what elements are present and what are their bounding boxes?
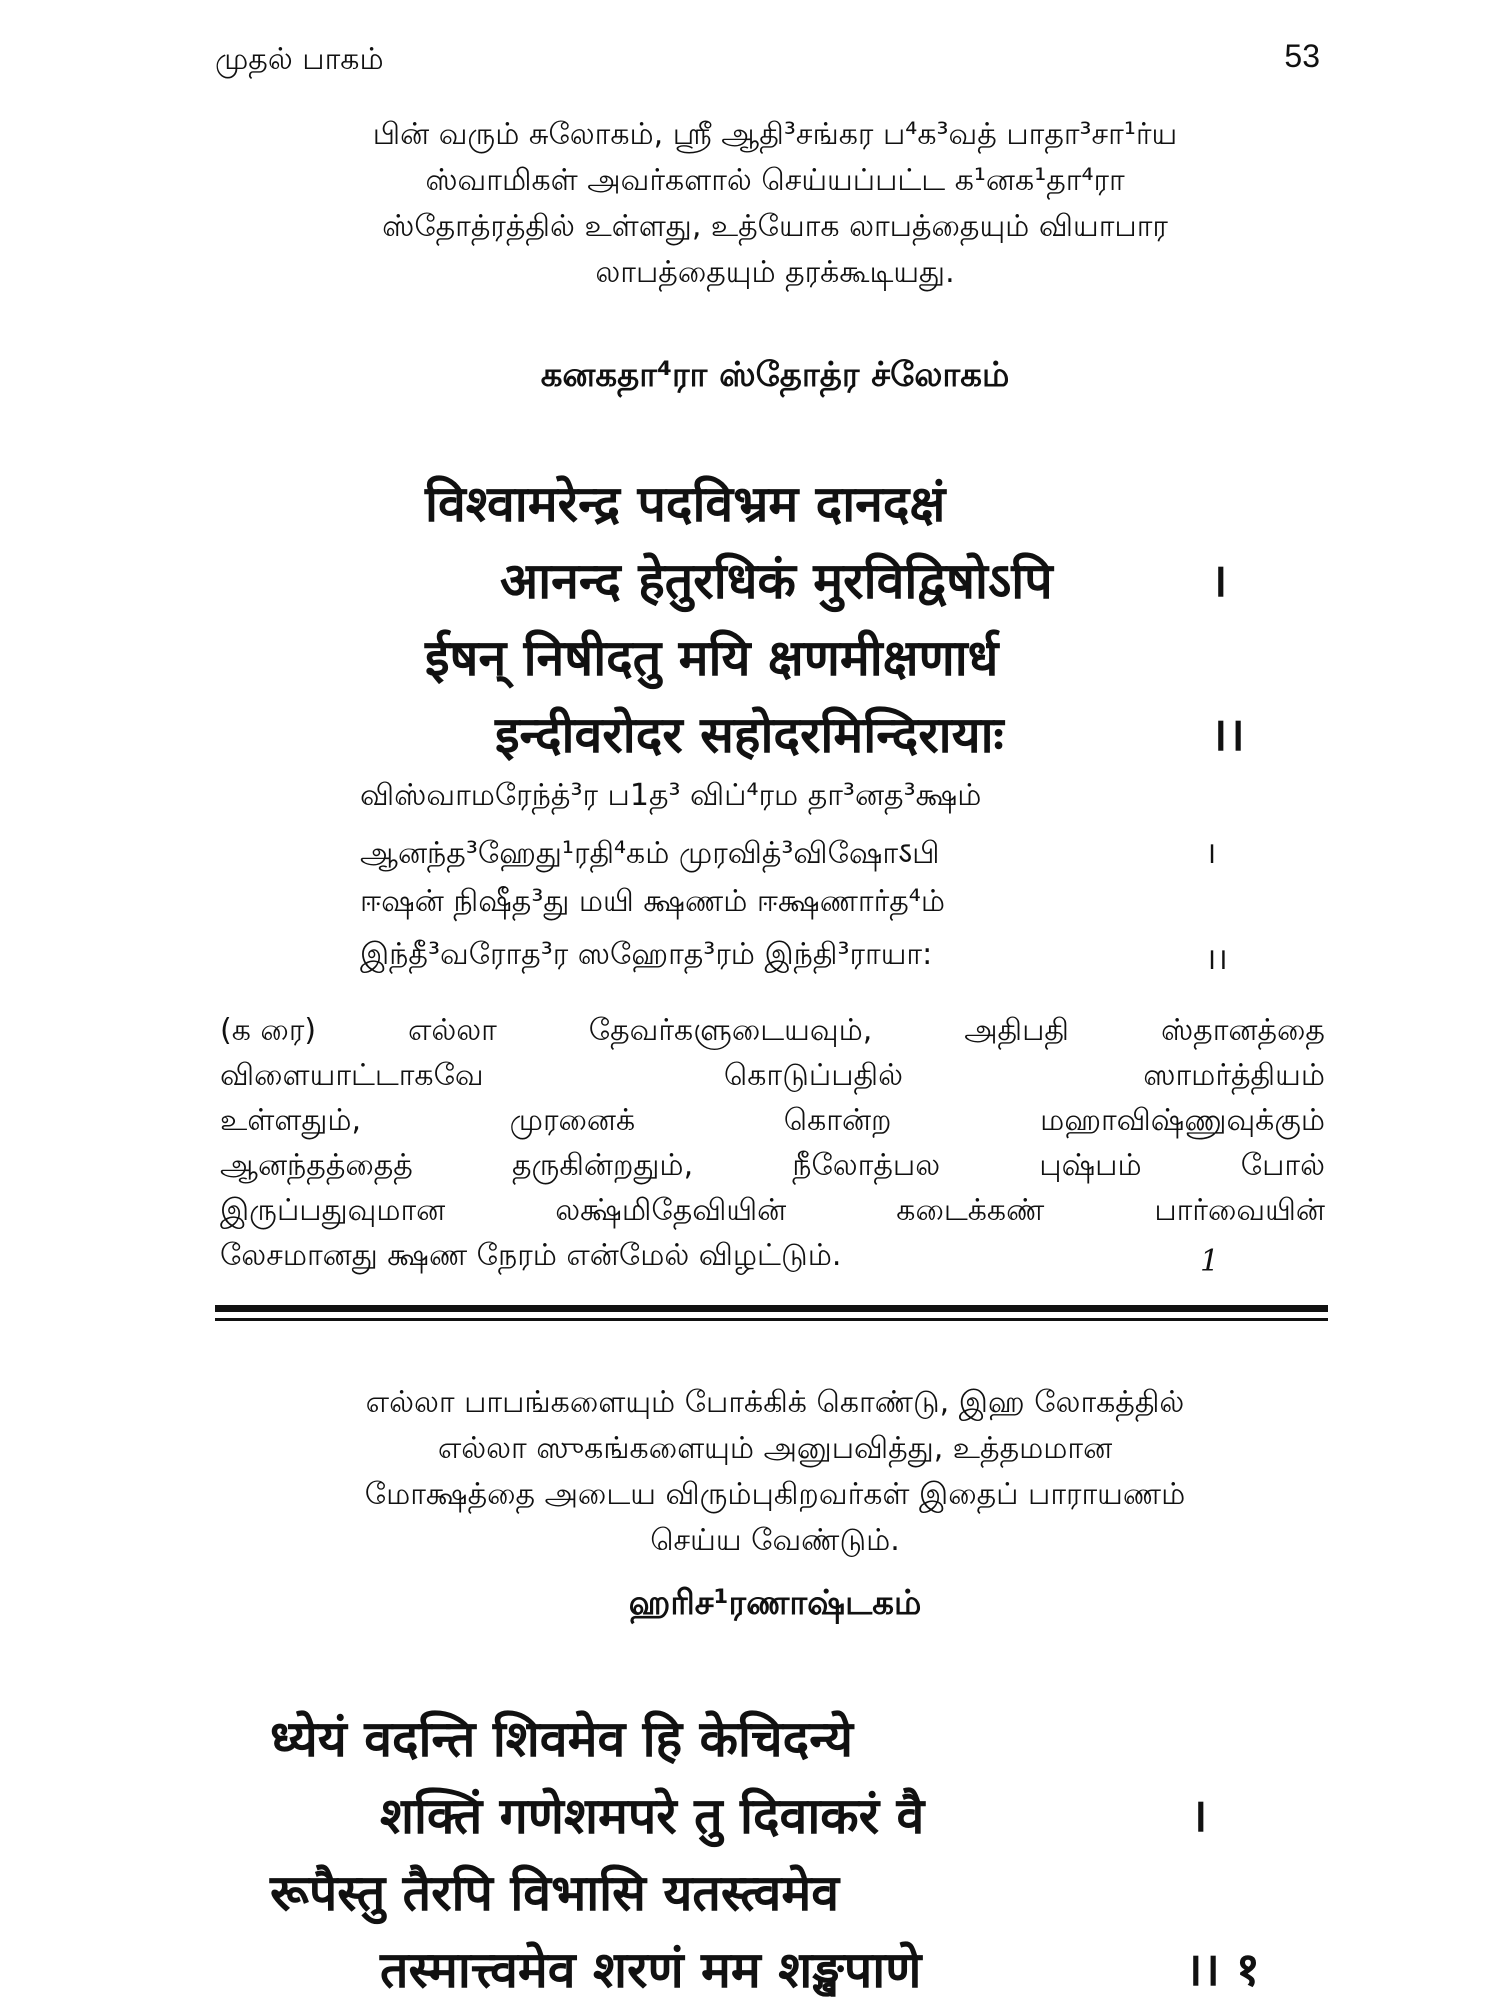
sanskrit-verse-line: रूपैस्तु तैरपि विभासि यतस्त्वमेव xyxy=(270,1864,840,1922)
transliteration-line: விஸ்வாமரேந்த்³ர ப1த³ விப்⁴ரம தா³னத³க்ஷம் xyxy=(360,778,982,813)
meaning-word: கொடுப்பதில் xyxy=(723,1058,904,1093)
meaning-line xyxy=(220,1143,1325,1188)
sanskrit-verse-line: तस्मात्त्वमेव शरणं मम शङ्खपाणे xyxy=(380,1941,922,1999)
section-title: முதல் பாகம் xyxy=(215,42,384,77)
meaning-word: எல்லா xyxy=(407,1013,497,1048)
meaning-paragraph xyxy=(220,1008,1325,1278)
stotra-title-2: ஹரிச¹ரணாஷ்டகம் xyxy=(628,1583,922,1623)
intro-line: மோக்ஷத்தை அடைய விரும்புகிறவர்கள் இதைப் பாராயணம் xyxy=(364,1477,1186,1512)
sanskrit-verse-line: इन्दीवरोदर सहोदरमिन्दिरायाः xyxy=(495,706,1004,764)
intro-line: லாபத்தையும் தரக்கூடியது. xyxy=(595,255,955,290)
intro-paragraph-2 xyxy=(240,1380,1310,1564)
section-divider-thin xyxy=(215,1318,1328,1321)
section-divider-thick xyxy=(215,1305,1328,1312)
verse-number: 1 xyxy=(1200,1244,1220,1279)
sanskrit-verse-line: शक्तिं गणेशमपरे तु दिवाकरं वै xyxy=(380,1787,925,1845)
verse-double-danda-mark: ।। xyxy=(1210,707,1245,761)
meaning-word: மஹாவிஷ்ணுவுக்கும் xyxy=(1040,1103,1325,1138)
meaning-word: தேவர்களுடையவும், xyxy=(588,1013,873,1048)
verse-danda-mark: । xyxy=(1210,553,1228,607)
meaning-line xyxy=(220,1053,1325,1098)
meaning-word: விளையாட்டாகவே xyxy=(220,1058,484,1093)
meaning-word: பார்வையின் xyxy=(1154,1193,1325,1228)
meaning-word: உள்ளதும், xyxy=(220,1103,362,1138)
sanskrit-verse-line: ईषन् निषीदतु मयि क्षणमीक्षणार्ध xyxy=(425,629,999,687)
intro-line: செய்ய வேண்டும். xyxy=(650,1523,900,1558)
meaning-word: லக்ஷ்மிதேவியின் xyxy=(555,1193,787,1228)
meaning-word: கொன்ற xyxy=(783,1103,892,1138)
meaning-word: போல் xyxy=(1240,1148,1325,1183)
meaning-line xyxy=(220,1188,1325,1233)
meaning-word: தருகின்றதும், xyxy=(511,1148,694,1183)
meaning-word: புஷ்பம் xyxy=(1039,1148,1142,1183)
intro-line: பின் வரும் சுலோகம், ஸ்ரீ ஆதி³சங்கர ப⁴க³வத் பாதா³சா¹ர்ய xyxy=(372,117,1178,152)
meaning-word: இருப்பதுவுமான xyxy=(220,1193,446,1228)
meaning-line xyxy=(220,1008,1325,1053)
stotra-title-1: கனகதா⁴ரா ஸ்தோத்ர ச்லோகம் xyxy=(540,355,1010,395)
page-number: 53 xyxy=(1284,38,1320,74)
meaning-word: ஆனந்தத்தைத் xyxy=(220,1148,413,1183)
intro-paragraph-1 xyxy=(240,112,1310,296)
meaning-word: ஸாமர்த்தியம் xyxy=(1143,1058,1325,1093)
verse-danda-mark: । xyxy=(1190,1788,1208,1842)
meaning-line xyxy=(220,1098,1325,1143)
meaning-word: ஸ்தானத்தை xyxy=(1160,1013,1325,1048)
meaning-word: அதிபதி xyxy=(964,1013,1070,1048)
sanskrit-verse-line: विश्वामरेन्द्र पदविभ्रम दानदक्षं xyxy=(425,475,946,533)
intro-line: ஸ்வாமிகள் அவர்களால் செய்யப்பட்ட க¹னக¹தா⁴ரா xyxy=(425,163,1125,198)
transliteration-line: இந்தீ³வரோத³ர ஸஹோத³ரம் இந்தி³ராயா: xyxy=(360,937,933,972)
verse-double-danda-number: ।। १ xyxy=(1185,1942,1260,1996)
sanskrit-verse-line: ध्येयं वदन्ति शिवमेव हि केचिदन्ये xyxy=(270,1710,853,1768)
transliteration-line: ஈஷன் நிஷீத³து மயி க்ஷணம் ஈக்ஷணார்த⁴ம் xyxy=(360,884,945,919)
intro-line: எல்லா பாபங்களையும் போக்கிக் கொண்டு, இஹ லோகத்தில் xyxy=(365,1385,1185,1420)
transliteration-double-danda-mark: ।। xyxy=(1205,942,1228,977)
intro-line: ஸ்தோத்ரத்தில் உள்ளது, உத்யோக லாபத்தையும் வியாபார xyxy=(382,209,1168,244)
meaning-word: முரனைக் xyxy=(509,1103,636,1138)
meaning-word: கடைக்கண் xyxy=(896,1193,1045,1228)
transliteration-line: ஆனந்த³ஹேது¹ரதி⁴கம் முரவித்³விஷோऽபி xyxy=(360,836,940,871)
meaning-line: லேசமானது க்ஷண நேரம் என்மேல் விழட்டும். xyxy=(220,1238,842,1273)
meaning-word: (க ரை) xyxy=(220,1013,317,1048)
meaning-word: நீலோத்பல xyxy=(792,1148,941,1183)
intro-line: எல்லா ஸுகங்களையும் அனுபவித்து, உத்தமமான xyxy=(437,1431,1113,1466)
sanskrit-verse-line: आनन्द हेतुरधिकं मुरविद्विषोऽपि xyxy=(500,552,1053,610)
transliteration-danda-mark: । xyxy=(1205,836,1217,871)
